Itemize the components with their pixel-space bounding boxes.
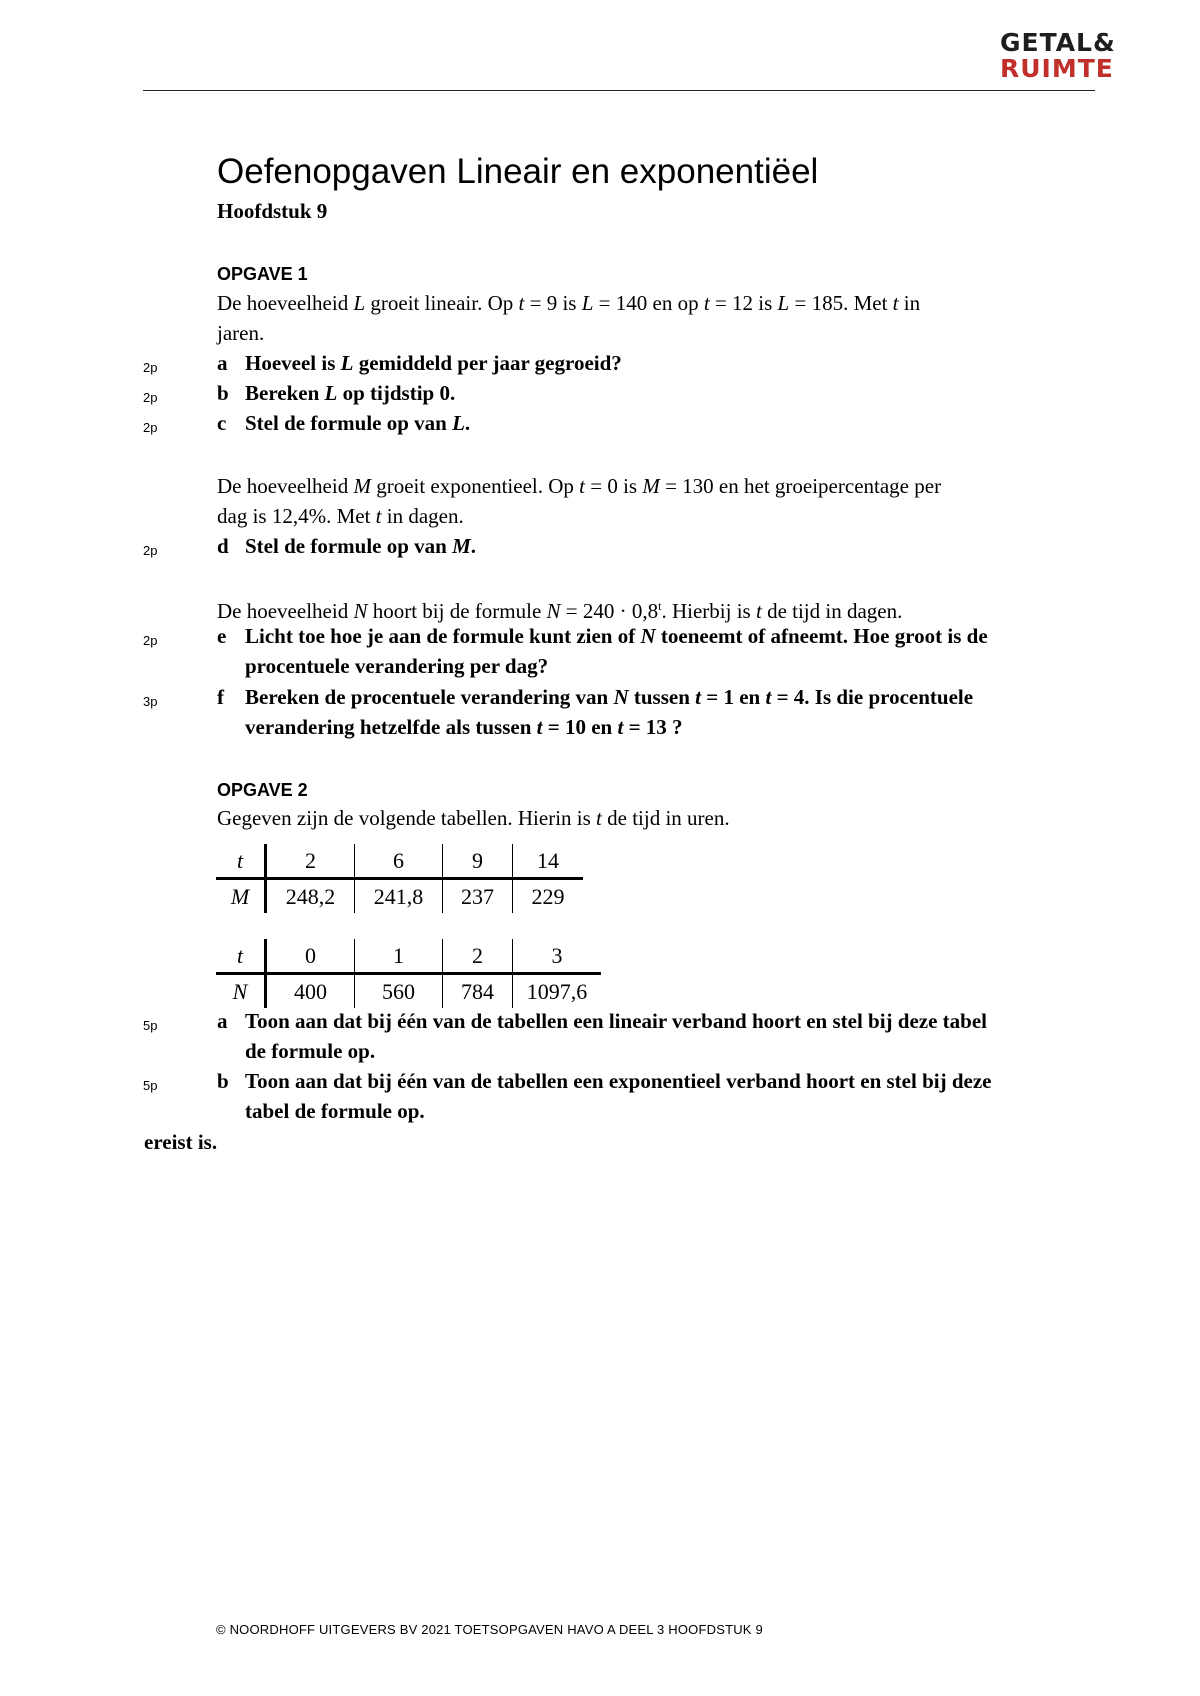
question-1b bbox=[217, 378, 455, 408]
row-label: t bbox=[216, 844, 266, 879]
points-2a: 5p bbox=[143, 1018, 158, 1033]
text: Hoeveel is bbox=[245, 351, 341, 375]
question-1a bbox=[217, 348, 622, 378]
text: verandering hetzelfde als tussen bbox=[245, 715, 537, 739]
text: groeit lineair. Op bbox=[365, 291, 519, 315]
stray-text: ereist is. bbox=[144, 1130, 218, 1154]
variable: M bbox=[353, 474, 371, 498]
question-letter: d bbox=[217, 534, 229, 558]
table-cell: 14 bbox=[513, 844, 584, 879]
text: . Hierbij is bbox=[661, 599, 756, 623]
text: Gegeven zijn de volgende tabellen. Hierin is bbox=[217, 806, 597, 830]
table-cell: 560 bbox=[355, 974, 443, 1009]
page-footer: © NOORDHOFF UITGEVERS BV 2021 TOETSOPGAVEN HAVO A DEEL 3 HOOFDSTUK 9 bbox=[216, 1622, 763, 1637]
text: Toon aan dat bij één van de tabellen een exponentieel verband hoort en stel bij deze bbox=[245, 1069, 992, 1093]
table-m bbox=[216, 844, 583, 913]
variable: t bbox=[518, 291, 525, 315]
question-letter: c bbox=[217, 411, 227, 435]
text: de tijd in uren. bbox=[601, 806, 730, 830]
opgave-1-intro2-line-2 bbox=[217, 501, 464, 531]
opgave-1-intro-line-1 bbox=[217, 288, 920, 318]
variable: t bbox=[617, 715, 624, 739]
table-cell: 400 bbox=[266, 974, 355, 1009]
text: . bbox=[464, 411, 471, 435]
opgave-2-intro bbox=[217, 803, 730, 833]
chapter-subtitle: Hoofdstuk 9 bbox=[217, 199, 328, 223]
question-1e-line-2: procentuele verandering per dag? bbox=[245, 654, 549, 678]
points-1b: 2p bbox=[143, 390, 158, 405]
text: = 240 · 0,8 bbox=[560, 599, 659, 623]
text: = 4. Is die procentuele bbox=[771, 685, 974, 709]
variable: t bbox=[579, 474, 585, 498]
text: groeit exponentieel. Op bbox=[370, 474, 580, 498]
text: = 0 is bbox=[584, 474, 643, 498]
table-cell: 2 bbox=[443, 939, 513, 974]
table-cell: 9 bbox=[443, 844, 513, 879]
text: dag is 12,4%. Met bbox=[217, 504, 376, 528]
points-2b: 5p bbox=[143, 1078, 158, 1093]
text: De hoeveelheid bbox=[217, 599, 354, 623]
text: = 9 is bbox=[524, 291, 582, 315]
variable: N bbox=[640, 624, 656, 648]
table-cell: 1 bbox=[355, 939, 443, 974]
table-row bbox=[216, 879, 583, 914]
text: Stel de formule op van bbox=[245, 534, 453, 558]
opgave-1-intro-line-2: jaren. bbox=[217, 321, 265, 345]
question-letter: b bbox=[217, 381, 229, 405]
table-row bbox=[216, 844, 583, 879]
variable: t bbox=[596, 806, 602, 830]
text: = 185. Met bbox=[789, 291, 893, 315]
table-cell: 248,2 bbox=[266, 879, 355, 914]
text: = 10 en bbox=[542, 715, 618, 739]
question-letter: b bbox=[217, 1069, 229, 1093]
variable: t bbox=[703, 291, 710, 315]
variable: N bbox=[546, 599, 561, 623]
text: = 140 en op bbox=[593, 291, 704, 315]
points-1a: 2p bbox=[143, 360, 158, 375]
table-n bbox=[216, 939, 601, 1008]
table-cell: 3 bbox=[513, 939, 602, 974]
text: = 130 en het groeipercentage per bbox=[659, 474, 942, 498]
table-cell: 229 bbox=[531, 884, 565, 909]
variable: t bbox=[765, 685, 772, 709]
text: = 12 is bbox=[709, 291, 778, 315]
text: De hoeveelheid bbox=[217, 291, 354, 315]
variable: t bbox=[755, 599, 762, 623]
variable: L bbox=[324, 381, 338, 405]
variable: L bbox=[581, 291, 594, 315]
question-letter: a bbox=[217, 1009, 228, 1033]
opgave-1-heading: OPGAVE 1 bbox=[217, 264, 308, 284]
text: tussen bbox=[628, 685, 696, 709]
question-1f-line-2 bbox=[245, 712, 683, 742]
table-cell: 0 bbox=[266, 939, 355, 974]
text: Licht toe hoe je aan de formule kunt zien of bbox=[245, 624, 641, 648]
variable: N bbox=[613, 685, 629, 709]
opgave-2-heading: OPGAVE 2 bbox=[217, 780, 308, 800]
text: Bereken bbox=[245, 381, 325, 405]
text: toeneemt of afneemt. Hoe groot is de bbox=[655, 624, 988, 648]
points-1e: 2p bbox=[143, 633, 158, 648]
variable: L bbox=[353, 291, 366, 315]
table-row bbox=[216, 939, 601, 974]
table-cell: 237 bbox=[443, 879, 513, 914]
variable: t bbox=[536, 715, 543, 739]
question-2a-line-2: de formule op. bbox=[245, 1039, 376, 1063]
variable: L bbox=[452, 411, 465, 435]
variable: t bbox=[695, 685, 701, 709]
table-cell: 1097,6 bbox=[526, 979, 588, 1004]
question-1d bbox=[217, 531, 476, 561]
text: gemiddeld per jaar gegroeid? bbox=[353, 351, 622, 375]
question-1e bbox=[217, 621, 988, 651]
question-letter: a bbox=[217, 351, 228, 375]
opgave-1-intro2-line-1 bbox=[217, 471, 941, 501]
points-1c: 2p bbox=[143, 420, 158, 435]
page-title: Oefenopgaven Lineair en exponentiëel bbox=[217, 152, 819, 191]
variable: L bbox=[777, 291, 790, 315]
points-1d: 2p bbox=[143, 543, 158, 558]
text: in dagen. bbox=[381, 504, 464, 528]
logo-line-1: GETAL& bbox=[1000, 28, 1116, 57]
table-cell: 2 bbox=[266, 844, 355, 879]
text: De hoeveelheid bbox=[217, 474, 354, 498]
question-2b bbox=[217, 1066, 991, 1096]
text: hoort bij de formule bbox=[367, 599, 547, 623]
row-label: t bbox=[216, 939, 266, 974]
text: = 13 ? bbox=[623, 715, 683, 739]
text: Toon aan dat bij één van de tabellen een lineair verband hoort en stel bij deze tabel bbox=[245, 1009, 988, 1033]
table-cell: 241,8 bbox=[355, 879, 443, 914]
text: de tijd in dagen. bbox=[761, 599, 903, 623]
text: op tijdstip 0. bbox=[337, 381, 456, 405]
table-cell: 6 bbox=[355, 844, 443, 879]
header-rule bbox=[143, 90, 1095, 91]
exponent: t bbox=[658, 599, 662, 613]
variable: t bbox=[892, 291, 899, 315]
variable: t bbox=[375, 504, 382, 528]
question-1f bbox=[217, 682, 973, 712]
question-2b-line-2: tabel de formule op. bbox=[245, 1099, 425, 1123]
points-1f: 3p bbox=[143, 694, 158, 709]
question-1c bbox=[217, 408, 470, 438]
table-row bbox=[216, 974, 601, 1009]
table-cell: 784 bbox=[443, 974, 513, 1009]
row-label: N bbox=[216, 974, 266, 1009]
question-letter: e bbox=[217, 624, 227, 648]
question-2a bbox=[217, 1006, 987, 1036]
row-label: M bbox=[216, 879, 266, 914]
question-letter: f bbox=[217, 685, 224, 709]
variable: N bbox=[353, 599, 368, 623]
variable: M bbox=[642, 474, 660, 498]
logo-line-2: RUIMTE bbox=[1000, 54, 1114, 83]
text: in bbox=[898, 291, 921, 315]
variable: L bbox=[340, 351, 354, 375]
text: Bereken de procentuele verandering van bbox=[245, 685, 614, 709]
text: = 1 en bbox=[701, 685, 766, 709]
variable: M bbox=[452, 534, 471, 558]
publisher-logo bbox=[1000, 30, 1118, 82]
text: . bbox=[470, 534, 477, 558]
text: Stel de formule op van bbox=[245, 411, 453, 435]
